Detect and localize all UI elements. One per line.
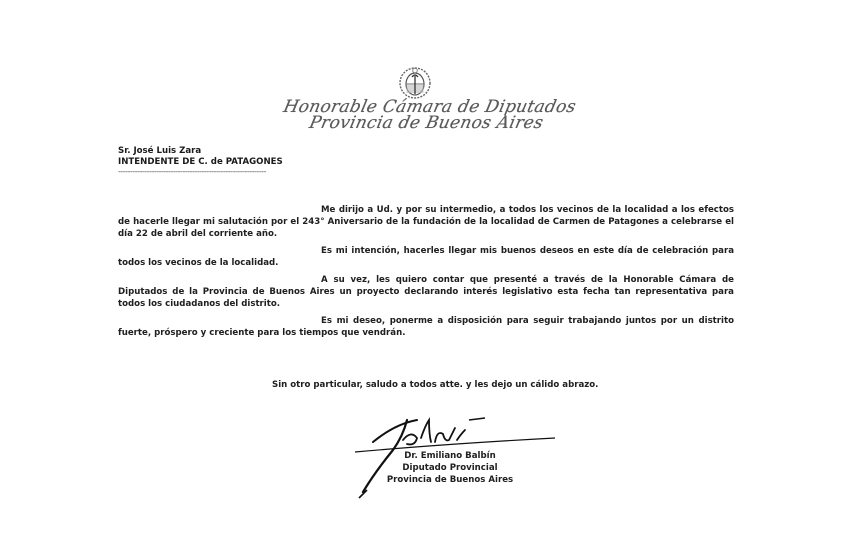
paragraph <box>118 315 734 339</box>
recipient-name: Sr. José Luis Zara <box>118 146 202 156</box>
closing-line: Sin otro particular, saludo a todos atte. y les dejo un cálido abrazo. <box>272 380 599 390</box>
signer-name: Dr. Emiliano Balbín <box>404 451 496 461</box>
paragraph-text: A su vez, les quiero contar que presenté a través de la Honorable Cámara de Diputados de la Provincia de Buenos Aires un proyecto declarando interés legislativo esta fecha tan representativa para todos los ciudadanos del distrito. <box>118 275 734 309</box>
paragraph <box>118 245 734 269</box>
signer-province: Provincia de Buenos Aires <box>386 475 514 485</box>
paragraph-text: Es mi intención, hacerles llegar mis buenos deseos en este día de celebración para todos los vecinos de la localidad. <box>118 246 734 268</box>
letterhead <box>265 99 592 131</box>
paragraph-text: Me dirijo a Ud. y por su intermedio, a todos los vecinos de la localidad a los efectos de hacerle llegar mi salutación por el 243° Aniversario de la fundación de la localidad de Carmen de Patagones a celebrarse el día 22 de abril del corriente año. <box>118 205 734 239</box>
recipient-title: INTENDENTE DE C. de PATAGONES <box>118 157 283 167</box>
recipient-block <box>118 146 283 176</box>
signature-block <box>365 450 535 486</box>
letterhead-line-2: Provincia de Buenos Aires <box>307 113 546 133</box>
coat-of-arms-icon <box>397 66 433 100</box>
signer-role: Diputado Provincial <box>402 463 498 473</box>
recipient-underline: -------------------------------------------------------------- <box>118 167 266 176</box>
letter-body <box>118 204 734 344</box>
letterhead-line-1: Honorable Cámara de Diputados <box>281 97 578 117</box>
paragraph-text: Es mi deseo, ponerme a disposición para seguir trabajando juntos por un distrito fuerte, próspero y creciente para los tiempos que vendrán. <box>118 316 734 338</box>
paragraph <box>118 204 734 240</box>
paragraph <box>118 274 734 310</box>
